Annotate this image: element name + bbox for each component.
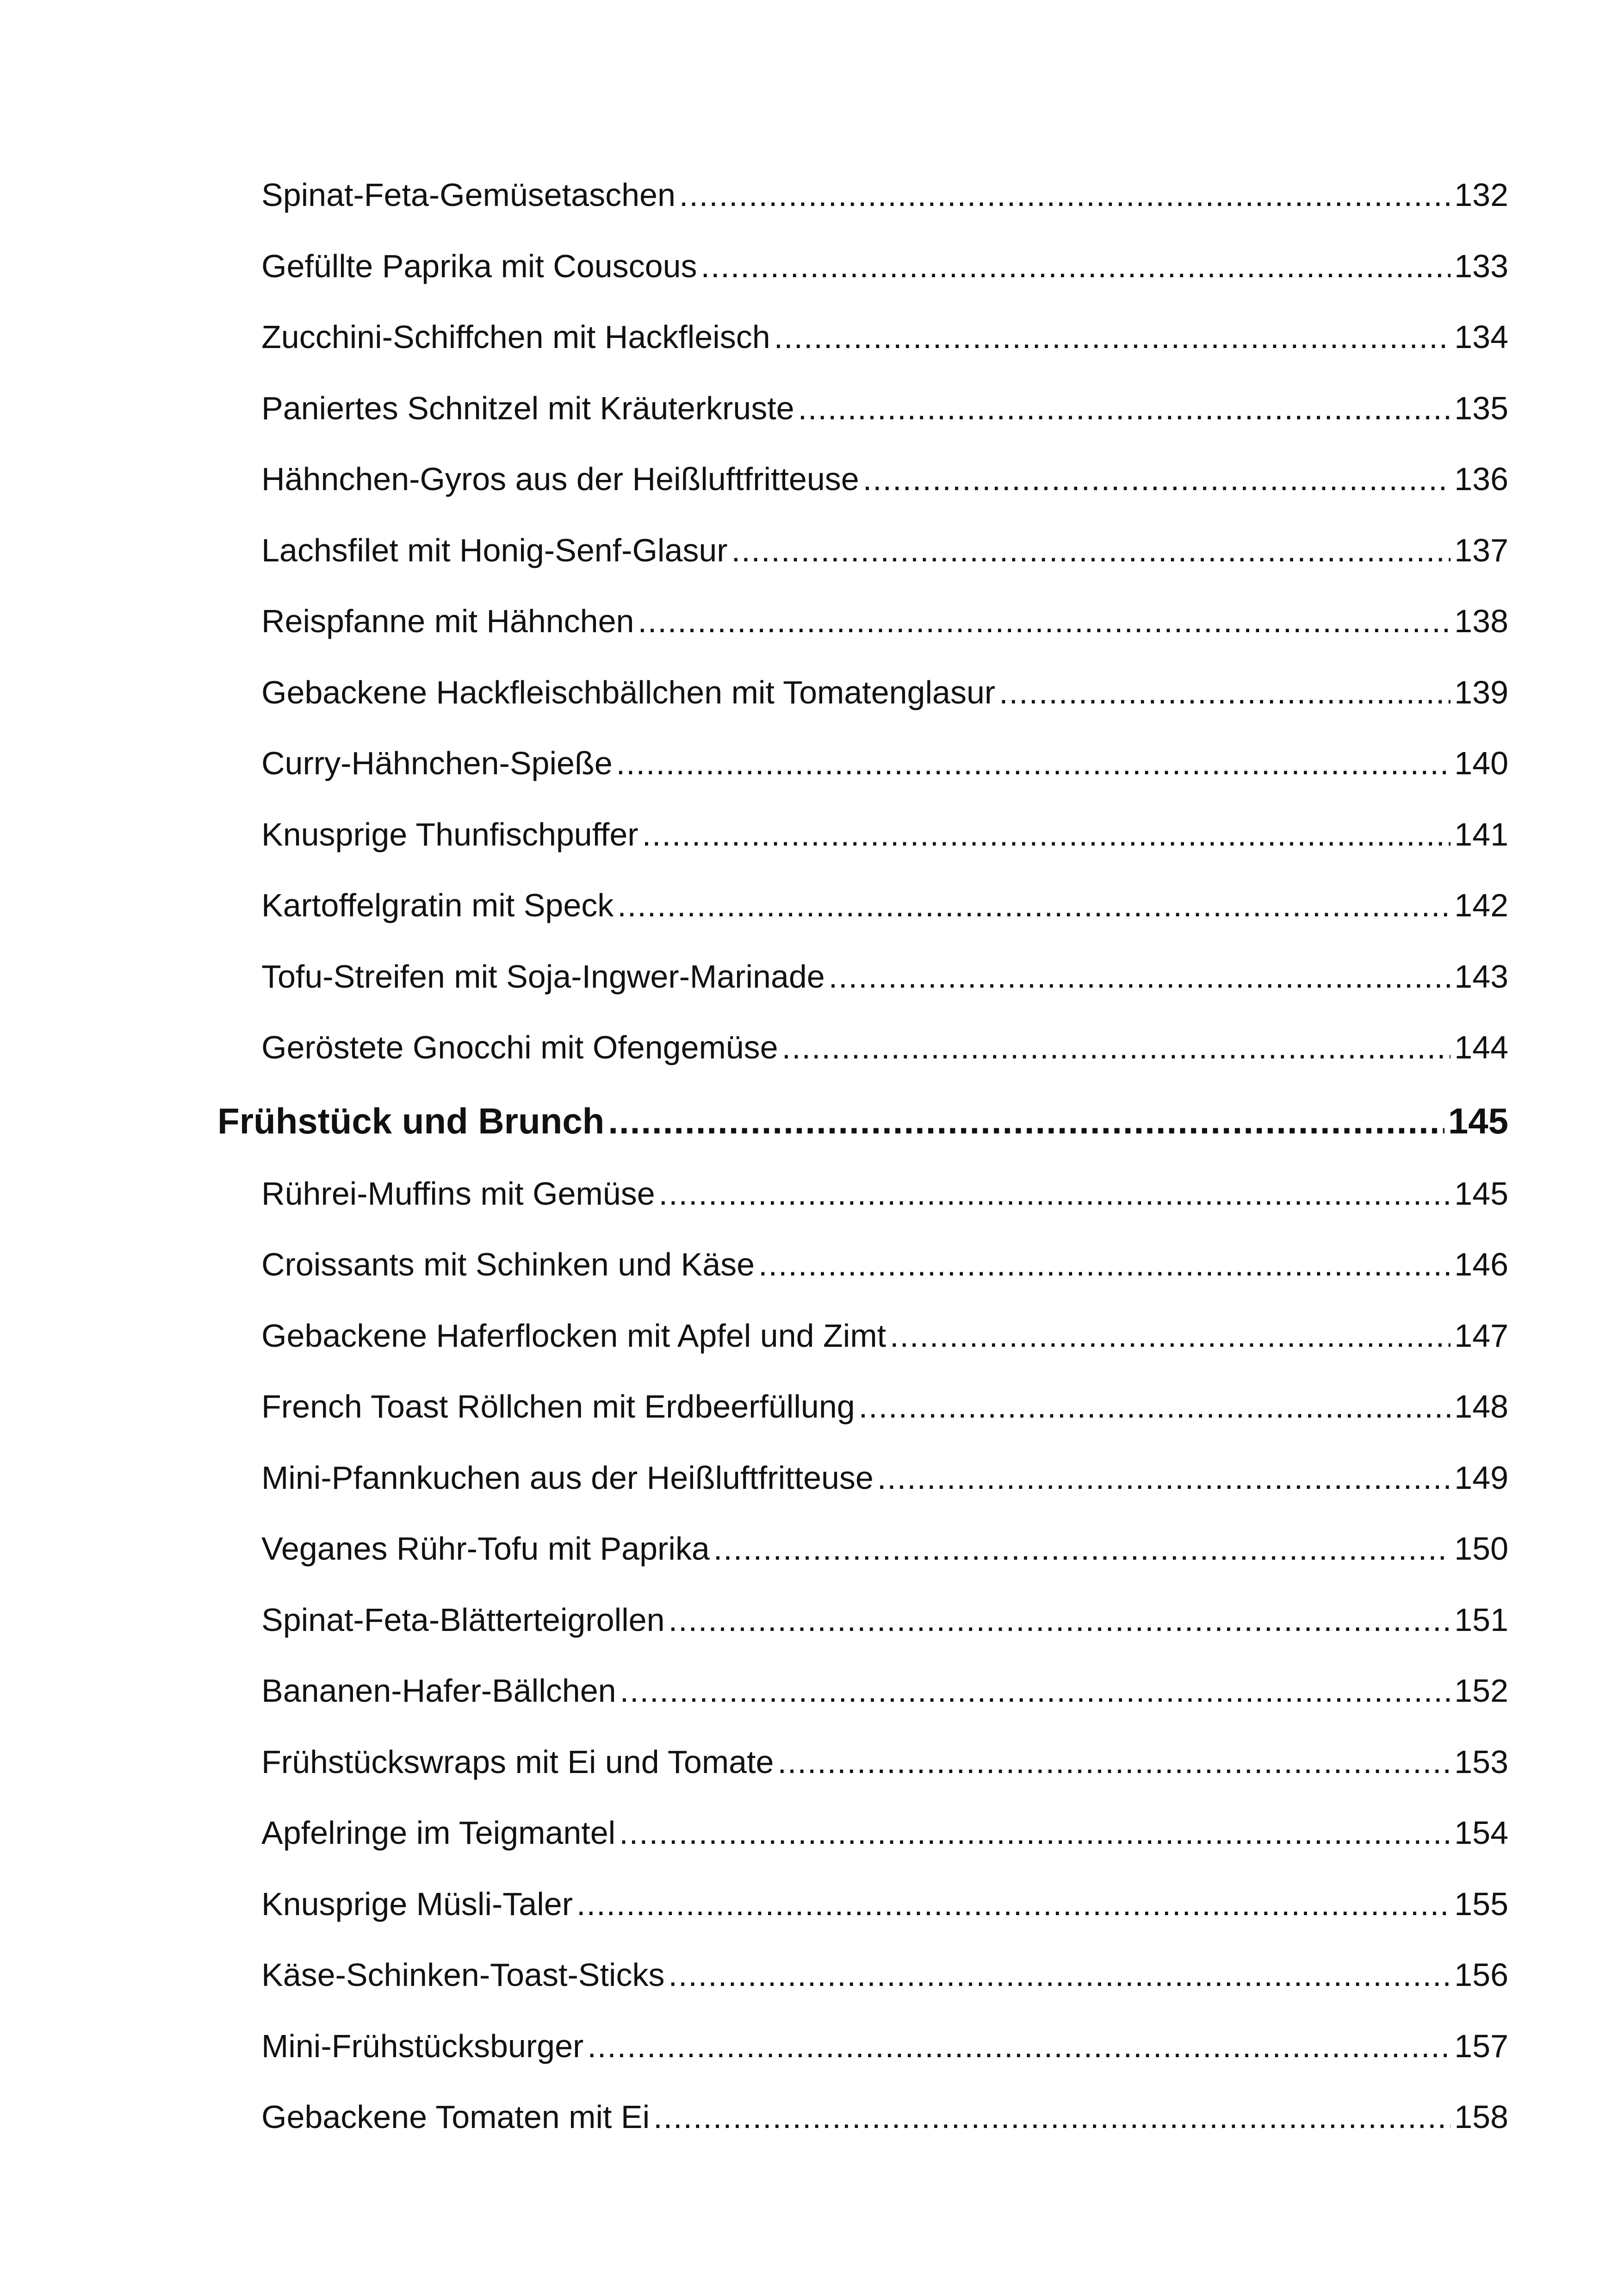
toc-entry-title: Spinat-Feta-Blätterteigrollen bbox=[261, 1601, 665, 1638]
toc-entry-page: 145 bbox=[1454, 1175, 1508, 1212]
toc-dot-leader bbox=[616, 728, 1451, 799]
toc-entry-title: Apfelringe im Teigmantel bbox=[261, 1815, 616, 1851]
toc-entry[interactable] bbox=[217, 231, 1508, 302]
toc-entry-title: Reispfanne mit Hähnchen bbox=[261, 603, 634, 639]
toc-dot-leader bbox=[587, 2011, 1451, 2082]
toc-entry-title: Hähnchen-Gyros aus der Heißluftfritteuse bbox=[261, 461, 859, 497]
toc-entry-page: 142 bbox=[1454, 887, 1508, 923]
toc-dot-leader bbox=[668, 1940, 1451, 2011]
toc-dot-leader bbox=[577, 1869, 1451, 1940]
toc-entry[interactable] bbox=[217, 2011, 1508, 2082]
toc-entry-page: 146 bbox=[1454, 1246, 1508, 1282]
toc-entry-page: 154 bbox=[1454, 1815, 1508, 1851]
toc-entry-title: Gebackene Hackfleischbällchen mit Tomatenglasur bbox=[261, 674, 996, 710]
toc-entry-page: 148 bbox=[1454, 1388, 1508, 1425]
toc-entry-page: 132 bbox=[1454, 177, 1508, 213]
toc-entry[interactable] bbox=[217, 1940, 1508, 2011]
toc-entry-page: 158 bbox=[1454, 2099, 1508, 2135]
toc-entry[interactable] bbox=[217, 1300, 1508, 1372]
toc-entry-page: 135 bbox=[1454, 390, 1508, 426]
toc-entry[interactable] bbox=[217, 1798, 1508, 1869]
toc-entry-page: 138 bbox=[1454, 603, 1508, 639]
toc-dot-leader bbox=[777, 1727, 1451, 1798]
toc-dot-leader bbox=[608, 1083, 1444, 1158]
toc-entry[interactable] bbox=[217, 1869, 1508, 1940]
toc-entry[interactable] bbox=[217, 1229, 1508, 1300]
toc-entry-title: Spinat-Feta-Gemüsetaschen bbox=[261, 177, 676, 213]
toc-dot-leader bbox=[774, 302, 1451, 373]
toc-entry-title: Mini-Pfannkuchen aus der Heißluftfritteuse bbox=[261, 1459, 874, 1496]
toc-entry-page: 141 bbox=[1454, 816, 1508, 852]
toc-dot-leader bbox=[732, 515, 1451, 586]
toc-entry[interactable] bbox=[217, 515, 1508, 586]
toc-entry-title: Frühstückswraps mit Ei und Tomate bbox=[261, 1743, 774, 1780]
toc-dot-leader bbox=[999, 657, 1451, 728]
toc-entry[interactable] bbox=[217, 2082, 1508, 2153]
toc-entry-page: 140 bbox=[1454, 745, 1508, 781]
toc-entry-title: Veganes Rühr-Tofu mit Paprika bbox=[261, 1531, 710, 1567]
toc-entry-page: 152 bbox=[1454, 1673, 1508, 1709]
toc-entry[interactable] bbox=[217, 728, 1508, 799]
toc-entry-title: Rührei-Muffins mit Gemüse bbox=[261, 1175, 655, 1212]
toc-dot-leader bbox=[782, 1012, 1451, 1083]
toc-entry[interactable] bbox=[217, 1655, 1508, 1727]
toc-entry-page: 149 bbox=[1454, 1459, 1508, 1496]
toc-entry[interactable] bbox=[217, 799, 1508, 871]
toc-entry-page: 134 bbox=[1454, 319, 1508, 355]
toc-entry-title: Knusprige Müsli-Taler bbox=[261, 1885, 573, 1922]
toc-entry[interactable] bbox=[217, 941, 1508, 1013]
toc-entry-page: 153 bbox=[1454, 1743, 1508, 1780]
toc-entry-title: Käse-Schinken-Toast-Sticks bbox=[261, 1957, 665, 1993]
toc-entry[interactable] bbox=[217, 373, 1508, 444]
toc-dot-leader bbox=[638, 586, 1451, 657]
toc-entry-page: 136 bbox=[1454, 461, 1508, 497]
toc-entry-page: 147 bbox=[1454, 1317, 1508, 1354]
toc-entry[interactable] bbox=[217, 1158, 1508, 1230]
toc-dot-leader bbox=[890, 1300, 1451, 1372]
toc-entry-page: 133 bbox=[1454, 248, 1508, 284]
toc-entry[interactable] bbox=[217, 870, 1508, 941]
toc-dot-leader bbox=[829, 941, 1451, 1013]
toc-entry-title: Tofu-Streifen mit Soja-Ingwer-Marinade bbox=[261, 958, 825, 995]
toc-entry-title: Paniertes Schnitzel mit Kräuterkruste bbox=[261, 390, 794, 426]
toc-entry-title: Lachsfilet mit Honig-Senf-Glasur bbox=[261, 532, 728, 568]
table-of-contents bbox=[217, 160, 1508, 2153]
toc-dot-leader bbox=[619, 1798, 1451, 1869]
toc-section-heading[interactable] bbox=[217, 1083, 1508, 1158]
toc-dot-leader bbox=[620, 1655, 1451, 1727]
toc-entry-title: French Toast Röllchen mit Erdbeerfüllung bbox=[261, 1388, 855, 1425]
toc-entry-page: 144 bbox=[1454, 1029, 1508, 1065]
toc-dot-leader bbox=[642, 799, 1451, 871]
toc-dot-leader bbox=[679, 160, 1451, 231]
toc-entry-title: Gebackene Haferflocken mit Apfel und Zimt bbox=[261, 1317, 886, 1354]
toc-entry-page: 157 bbox=[1454, 2028, 1508, 2064]
toc-entry-title: Gebackene Tomaten mit Ei bbox=[261, 2099, 650, 2135]
toc-entry-title: Mini-Frühstücksburger bbox=[261, 2028, 584, 2064]
toc-entry-page: 156 bbox=[1454, 1957, 1508, 1993]
toc-entry[interactable] bbox=[217, 1585, 1508, 1656]
toc-entry[interactable] bbox=[217, 657, 1508, 728]
toc-entry-title: Kartoffelgratin mit Speck bbox=[261, 887, 614, 923]
toc-entry[interactable] bbox=[217, 1727, 1508, 1798]
toc-entry-title: Croissants mit Schinken und Käse bbox=[261, 1246, 755, 1282]
toc-entry[interactable] bbox=[217, 1371, 1508, 1443]
toc-dot-leader bbox=[877, 1443, 1451, 1514]
toc-entry[interactable] bbox=[217, 160, 1508, 231]
toc-dot-leader bbox=[701, 231, 1451, 302]
toc-entry[interactable] bbox=[217, 302, 1508, 373]
toc-dot-leader bbox=[653, 2082, 1451, 2153]
toc-entry-title: Zucchini-Schiffchen mit Hackfleisch bbox=[261, 319, 770, 355]
toc-entry-page: 155 bbox=[1454, 1885, 1508, 1922]
toc-dot-leader bbox=[669, 1585, 1451, 1656]
toc-dot-leader bbox=[863, 444, 1451, 515]
toc-entry-page: 143 bbox=[1454, 958, 1508, 995]
toc-entry[interactable] bbox=[217, 586, 1508, 657]
toc-dot-leader bbox=[617, 870, 1451, 941]
toc-entry[interactable] bbox=[217, 1513, 1508, 1585]
toc-entry-page: 150 bbox=[1454, 1531, 1508, 1567]
toc-dot-leader bbox=[713, 1513, 1451, 1585]
toc-entries-after bbox=[217, 1158, 1508, 2153]
toc-entry-page: 151 bbox=[1454, 1601, 1508, 1638]
toc-entry-title: Curry-Hähnchen-Spieße bbox=[261, 745, 613, 781]
toc-entry-page: 139 bbox=[1454, 674, 1508, 710]
toc-dot-leader bbox=[659, 1158, 1451, 1230]
toc-dot-leader bbox=[758, 1229, 1451, 1300]
toc-section-page: 145 bbox=[1448, 1100, 1508, 1141]
toc-entries-before bbox=[217, 160, 1508, 1083]
toc-entry-title: Bananen-Hafer-Bällchen bbox=[261, 1673, 616, 1709]
toc-entry-title: Gefüllte Paprika mit Couscous bbox=[261, 248, 697, 284]
toc-dot-leader bbox=[798, 373, 1451, 444]
toc-dot-leader bbox=[859, 1371, 1451, 1443]
toc-entry-title: Knusprige Thunfischpuffer bbox=[261, 816, 639, 852]
toc-section-title: Frühstück und Brunch bbox=[217, 1100, 605, 1141]
toc-entry[interactable] bbox=[217, 444, 1508, 515]
toc-entry[interactable] bbox=[217, 1012, 1508, 1083]
toc-entry[interactable] bbox=[217, 1443, 1508, 1514]
toc-entry-page: 137 bbox=[1454, 532, 1508, 568]
toc-entry-title: Geröstete Gnocchi mit Ofengemüse bbox=[261, 1029, 778, 1065]
